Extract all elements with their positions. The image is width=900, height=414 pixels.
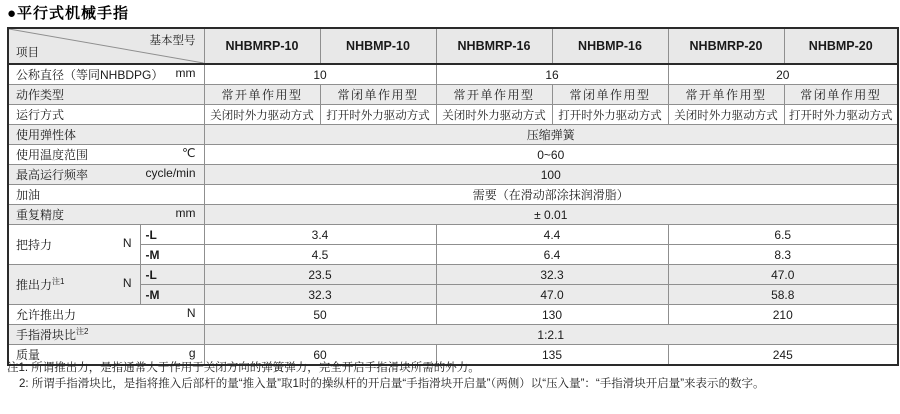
row-temperature-range	[8, 145, 898, 165]
action-value: 常开单作用型	[668, 85, 784, 105]
row-elastic-body	[8, 125, 898, 145]
row-label-text: 允许推出力	[16, 308, 77, 322]
grip-force-value: 8.3	[668, 245, 898, 265]
push-force-value: 58.8	[668, 285, 898, 305]
bore-value: 16	[436, 64, 668, 85]
row-label-text: 手指滑块比	[16, 328, 77, 342]
operation-value: 打开时外力驱动方式	[320, 105, 436, 125]
corner-top-label: 基本型号	[149, 35, 196, 47]
row-label-text: 使用温度范围	[16, 148, 89, 162]
sub-row-key: -L	[140, 265, 204, 285]
row-label	[8, 265, 140, 305]
row-unit: ℃	[182, 146, 196, 160]
row-label: 加油	[8, 185, 204, 205]
row-label-text: 重复精度	[16, 208, 65, 222]
row-push-force-M	[8, 285, 898, 305]
temperature-value: 0~60	[204, 145, 898, 165]
model-header: NHBMP-10	[320, 28, 436, 64]
action-value: 常开单作用型	[204, 85, 320, 105]
note-ref: 注2	[76, 327, 89, 336]
push-force-value: 32.3	[204, 285, 436, 305]
row-label: 动作类型	[8, 85, 204, 105]
row-unit: N	[122, 276, 132, 290]
grip-force-value: 6.5	[668, 225, 898, 245]
row-label	[8, 225, 140, 265]
mass-value: 135	[436, 345, 668, 366]
mass-value: 245	[668, 345, 898, 366]
slider-ratio-value: 1:2.1	[204, 325, 898, 345]
row-label: 使用弹性体	[8, 125, 204, 145]
table-header-row	[8, 28, 898, 64]
operation-value: 关闭时外力驱动方式	[204, 105, 320, 125]
row-lubrication	[8, 185, 898, 205]
row-unit: mm	[175, 206, 196, 220]
row-operation-mode	[8, 105, 898, 125]
row-label	[8, 145, 204, 165]
footnote-2: 2: 所谓手指滑块比，是指将推入后部杆的量“推入量”取1时的操纵杆的开启量“手指滑块开启量”（两侧）以“压入量”：“手指滑块开启量”来表示的数字。	[19, 377, 765, 390]
push-force-value: 23.5	[204, 265, 436, 285]
operation-value: 打开时外力驱动方式	[784, 105, 898, 125]
grip-force-value: 4.5	[204, 245, 436, 265]
row-unit: mm	[175, 66, 196, 80]
lubrication-value: 需要（在滑动部涂抹润滑脂）	[204, 185, 898, 205]
row-label-text: 最高运行频率	[16, 168, 89, 182]
row-label-text: 公称直径（等同NHBDPG）	[16, 68, 164, 82]
action-value: 常开单作用型	[436, 85, 552, 105]
row-label	[8, 305, 204, 325]
row-slider-ratio	[8, 325, 898, 345]
row-unit: N	[186, 306, 196, 320]
row-grip-force-L	[8, 225, 898, 245]
row-label	[8, 325, 204, 345]
action-value: 常闭单作用型	[552, 85, 668, 105]
push-force-value: 47.0	[436, 285, 668, 305]
row-repeatability	[8, 205, 898, 225]
section-title: ●平行式机械手指	[7, 5, 130, 22]
allowable-push-value: 50	[204, 305, 436, 325]
bore-value: 10	[204, 64, 436, 85]
allowable-push-value: 130	[436, 305, 668, 325]
spec-table	[7, 27, 899, 366]
footnote-1: 注1: 所谓推出力，是指通常大于作用于关闭方向的弹簧弹力，完全开启手指滑块所需的外力。	[7, 362, 480, 374]
row-label-text: 推出力	[16, 278, 53, 292]
row-max-frequency	[8, 165, 898, 185]
repeatability-value: ± 0.01	[204, 205, 898, 225]
model-header: NHBMRP-16	[436, 28, 552, 64]
grip-force-value: 6.4	[436, 245, 668, 265]
row-label-text: 质量	[16, 348, 41, 362]
footnotes	[7, 361, 893, 392]
operation-value: 关闭时外力驱动方式	[436, 105, 552, 125]
model-header: NHBMP-16	[552, 28, 668, 64]
grip-force-value: 3.4	[204, 225, 436, 245]
row-allowable-push-force	[8, 305, 898, 325]
row-label	[8, 205, 204, 225]
elastic-value: 压缩弹簧	[204, 125, 898, 145]
row-unit: g	[188, 346, 196, 360]
corner-cell	[8, 28, 204, 64]
allowable-push-value: 210	[668, 305, 898, 325]
row-push-force-L	[8, 265, 898, 285]
sub-row-key: -L	[140, 225, 204, 245]
operation-value: 关闭时外力驱动方式	[668, 105, 784, 125]
row-grip-force-M	[8, 245, 898, 265]
bore-value: 20	[668, 64, 898, 85]
note-ref: 注1	[52, 277, 65, 286]
sub-row-key: -M	[140, 245, 204, 265]
row-label-text: 把持力	[16, 238, 53, 252]
row-label	[8, 165, 204, 185]
action-value: 常闭单作用型	[784, 85, 898, 105]
row-unit: N	[122, 236, 132, 250]
row-label: 运行方式	[8, 105, 204, 125]
push-force-value: 32.3	[436, 265, 668, 285]
sub-row-key: -M	[140, 285, 204, 305]
mass-value: 60	[204, 345, 436, 366]
frequency-value: 100	[204, 165, 898, 185]
action-value: 常闭单作用型	[320, 85, 436, 105]
model-header: NHBMRP-10	[204, 28, 320, 64]
model-header: NHBMP-20	[784, 28, 898, 64]
row-bore	[8, 64, 898, 85]
row-unit: cycle/min	[145, 166, 196, 180]
grip-force-value: 4.4	[436, 225, 668, 245]
model-header: NHBMRP-20	[668, 28, 784, 64]
corner-bottom-label: 项目	[16, 47, 39, 59]
push-force-value: 47.0	[668, 265, 898, 285]
row-label	[8, 64, 204, 85]
row-action-type	[8, 85, 898, 105]
operation-value: 打开时外力驱动方式	[552, 105, 668, 125]
